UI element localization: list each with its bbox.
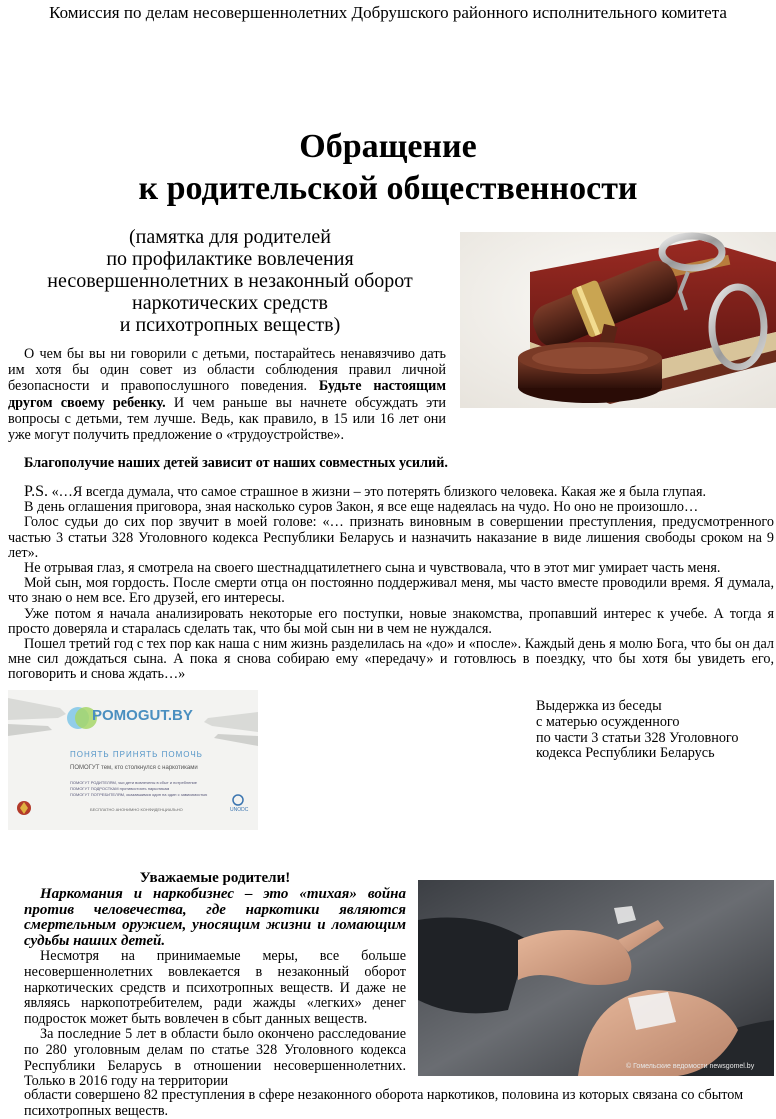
extract-note: [536, 699, 772, 762]
photo-caption: © Гомельские ведомости newsgomel.by: [626, 1063, 755, 1070]
extract-line-2: с матерью осужденного: [536, 713, 680, 730]
story-paragraph-4: Не отрывая глаз, я смотрела на своего шестнадцатилетнего сына и чувствовала, что в этот миг умирает часть меня.: [24, 560, 721, 577]
parents-heading: Уважаемые родители!: [139, 870, 291, 886]
subtitle-line-2: по профилактике вовлечения: [106, 248, 354, 270]
subtitle-line-3: несовершеннолетних в незаконный оборот: [47, 270, 413, 292]
banner-slogan: ПОНЯТЬ ПРИНЯТЬ ПОМОЧЬ: [70, 750, 203, 759]
intro-text-1: О чем бы вы ни говорили с детьми, постарайтесь ненавязчиво дать им хотя бы один совет из области соблюдения правил личной безопасности и правопослушного поведения.: [8, 346, 446, 395]
parents-paragraph-3: За последние 5 лет в области было окончено расследование по 280 уголовным делам по статье 328 Уголовного кодекса Республики Беларусь в отношении несовершеннолетних. Только в 2016 году на территории: [24, 1026, 406, 1090]
gavel-handcuffs-photo: [460, 232, 776, 408]
banner-small-2: ПОМОГУТ ПОДРОСТКАМ противостоять наркотикам: [70, 786, 170, 791]
intro-paragraph: [8, 346, 446, 443]
title-line-2: к родительской общественности: [138, 170, 638, 207]
ps-mark: P.S.: [24, 483, 49, 500]
title-line-1: Обращение: [299, 128, 477, 165]
hands-exchange-photo: [418, 880, 774, 1076]
parents-paragraph-2: Несмотря на принимаемые меры, все больше несовершеннолетних вовлекается в незаконный оборот наркотических средств и психотропных веществ. И даже не являясь наркопотребителем, ради жажды «легких» денег подросток может быть вовлечен в сбыт данных веществ.: [24, 948, 406, 1027]
extract-line-3: по части 3 статьи 328 Уголовного: [536, 729, 739, 746]
parents-paragraph-3b: области совершено 82 преступления в сфере незаконного оборота наркотиков, половина из которых связана со сбытом психотропных веществ.: [24, 1087, 744, 1119]
extract-line-1: Выдержка из беседы: [536, 698, 662, 714]
pomogut-banner: [8, 690, 258, 830]
story-paragraph-3: Голос судьи до сих пор звучит в моей голове: «… признать виновным в совершении преступления, предусмотренного частью 3 статьи 328 Уголовного кодекса Республики Беларусь и назначить наказание в виде лишения свободы сроком на 9 лет».: [8, 514, 774, 561]
story-paragraph-1: «…Я всегда думала, что самое страшное в жизни – это потерять близкого человека. Какая же я была глупая.: [51, 484, 707, 500]
story-paragraph-5: Мой сын, моя гордость. После смерти отца он постоянно поддерживал меня, мы часто вместе проводили время. Я думала, что знаю о нем все. Его друзей, его интересы.: [8, 575, 774, 607]
intro-bold-statement: Будьте настоящим другом своему ребенку.: [8, 378, 446, 411]
header-commission: Комиссия по делам несовершеннолетних Добрушского районного исполнительного комитета: [49, 3, 727, 22]
page-title: [0, 126, 776, 210]
parents-appeal: [24, 870, 406, 1090]
story-paragraph-6: Уже потом я начала анализировать некоторые его поступки, новые знакомства, пропавший интерес к учебе. А тогда я просто доверяла и старалась сделать так, что бы мой сын ни в чем не нуждался.: [8, 605, 774, 637]
parents-paragraph-3-cont: [24, 1088, 776, 1119]
story-paragraph-2: В день оглашения приговора, зная насколько суров Закон, я все еще надеялась на чудо. Но оно не произошло…: [24, 499, 699, 516]
welfare-statement: Благополучие наших детей зависит от наших совместных усилий.: [24, 455, 448, 471]
extract-line-4: кодекса Республики Беларусь: [536, 745, 715, 762]
parents-lead: Наркомания и наркобизнес – это «тихая» война против человечества, где наркотики являются смертельным оружием, уносящим жизни и ломающим судьбы наших детей.: [24, 886, 406, 949]
story-paragraph-7: Пошел третий год с тех пор как наша с ним жизнь разделилась на «до» и «после». Каждый день я молю Бога, что бы он дал мне сил дождаться сына. А пока я снова собираю ему «передачу» и готовлюсь в поездку, что бы хотя бы увидеть его, поговорить и снова ждать…»: [8, 636, 774, 683]
subtitle-line-5: и психотропных веществ): [119, 314, 341, 336]
banner-brand: POMOGUT.BY: [92, 707, 193, 724]
subtitle-line-4: наркотических средств: [132, 292, 328, 314]
mother-story: [8, 484, 774, 683]
banner-free-text: БЕСПЛАТНО АНОНИМНО КОНФИДЕНЦИАЛЬНО: [90, 807, 183, 812]
banner-small-3: ПОМОГУТ ПОТРЕБИТЕЛЯМ, оказавшимся один на один с зависимостью: [70, 792, 208, 797]
subtitle: [8, 226, 452, 336]
subtitle-line-1: (памятка для родителей: [129, 226, 331, 248]
banner-small-text: [70, 780, 220, 798]
banner-subline: ПОМОГУТ тем, кто столкнулся с наркотиками: [70, 765, 198, 771]
banner-unodc: UNODC: [230, 807, 249, 813]
banner-small-1: ПОМОГУТ РОДИТЕЛЯМ, чьи дети вовлечены в сбыт и потребление: [70, 780, 198, 785]
intro-text-2: И чем раньше вы начнете обсуждать эти вопросы с детьми, тем лучше. Ведь, как правило, в 15 или 16 лет они уже могут получить предложение о «трудоустройстве».: [8, 394, 446, 444]
